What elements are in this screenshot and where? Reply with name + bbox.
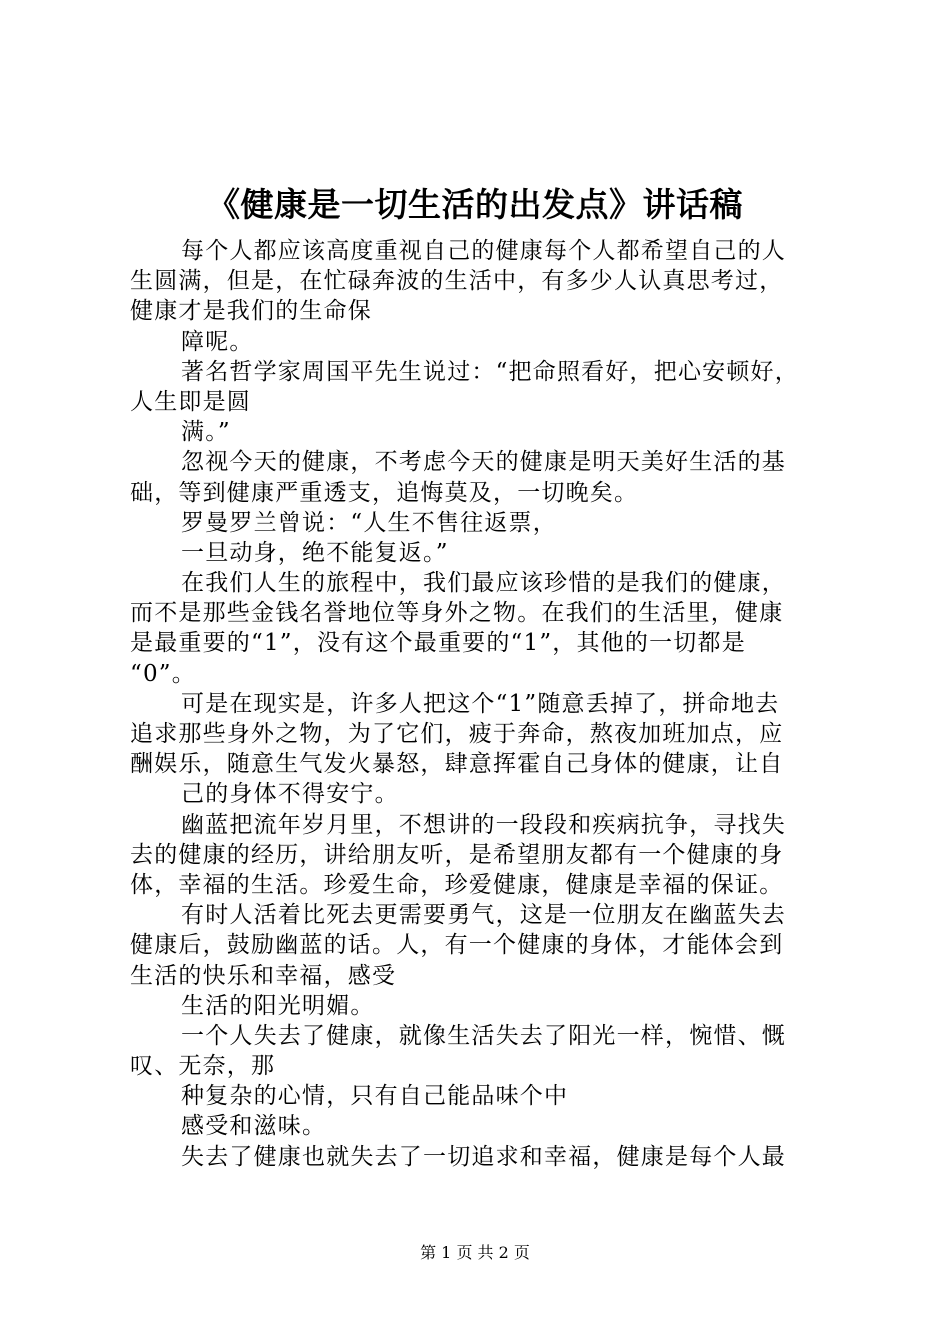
body-line: 失去了健康也就失去了一切追求和幸福，健康是每个人最 (181, 1143, 786, 1170)
body-line: 叹、无奈，那 (130, 1053, 276, 1080)
body-line: 础，等到健康严重透支，追悔莫及，一切晚矣。 (130, 479, 639, 506)
body-line: 可是在现实是，许多人把这个“1”随意丢掉了，拼命地去 (181, 690, 780, 717)
body-line: 人生即是圆 (130, 388, 251, 415)
page-footer: 第 1 页 共 2 页 (420, 1243, 530, 1262)
body-line: 种复杂的心情，只有自己能品味个中 (181, 1083, 569, 1110)
body-line: 忽视今天的健康，不考虑今天的健康是明天美好生活的基 (181, 449, 786, 476)
body-line: 感受和滋味。 (181, 1113, 327, 1140)
body-line: 健康后，鼓励幽蓝的话。人，有一个健康的身体，才能体会到 (130, 932, 784, 959)
body-line: 有时人活着比死去更需要勇气，这是一位朋友在幽蓝失去 (181, 902, 786, 929)
document-title: 《健康是一切生活的出发点》讲话稿 (207, 185, 743, 224)
body-line: 生活的快乐和幸福，感受 (130, 962, 397, 989)
body-line: 酬娱乐，随意生气发火暴怒，肆意挥霍自己身体的健康，让自 (130, 751, 784, 778)
body-line: 满。” (181, 419, 231, 446)
body-line: 健康才是我们的生命保 (130, 298, 372, 325)
body-line: “0”。 (130, 660, 196, 687)
body-line: 是最重要的“1”，没有这个最重要的“1”，其他的一切都是 (130, 630, 746, 657)
body-line: 一个人失去了健康，就像生活失去了阳光一样，惋惜、慨 (181, 1022, 786, 1049)
body-line: 生活的阳光明媚。 (181, 992, 375, 1019)
body-line: 著名哲学家周国平先生说过：“把命照看好，把心安顿好， (181, 358, 799, 385)
body-line: 罗曼罗兰曾说：“人生不售往返票， (181, 509, 557, 536)
body-line: 幽蓝把流年岁月里，不想讲的一段段和疾病抗争，寻找失 (181, 811, 786, 838)
body-line: 追求那些身外之物，为了它们，疲于奔命，熬夜加班加点，应 (130, 721, 784, 747)
body-line: 去的健康的经历，讲给朋友听，是希望朋友都有一个健康的身 (130, 841, 784, 868)
body-line: 每个人都应该高度重视自己的健康每个人都希望自己的人 (181, 238, 786, 264)
body-line: 体，幸福的生活。珍爱生命，珍爱健康，健康是幸福的保证。 (130, 871, 784, 898)
body-line: 己的身体不得安宁。 (181, 781, 399, 808)
body-line: 生圆满，但是，在忙碌奔波的生活中，有多少人认真思考过， (130, 268, 784, 295)
body-line: 障呢。 (181, 328, 254, 355)
body-line: 而不是那些金钱名誉地位等身外之物。在我们的生活里，健康 (130, 600, 784, 627)
document-body (130, 236, 830, 1172)
body-line: 一旦动身，绝不能复返。” (181, 539, 449, 566)
body-line: 在我们人生的旅程中，我们最应该珍惜的是我们的健康， (181, 570, 786, 597)
